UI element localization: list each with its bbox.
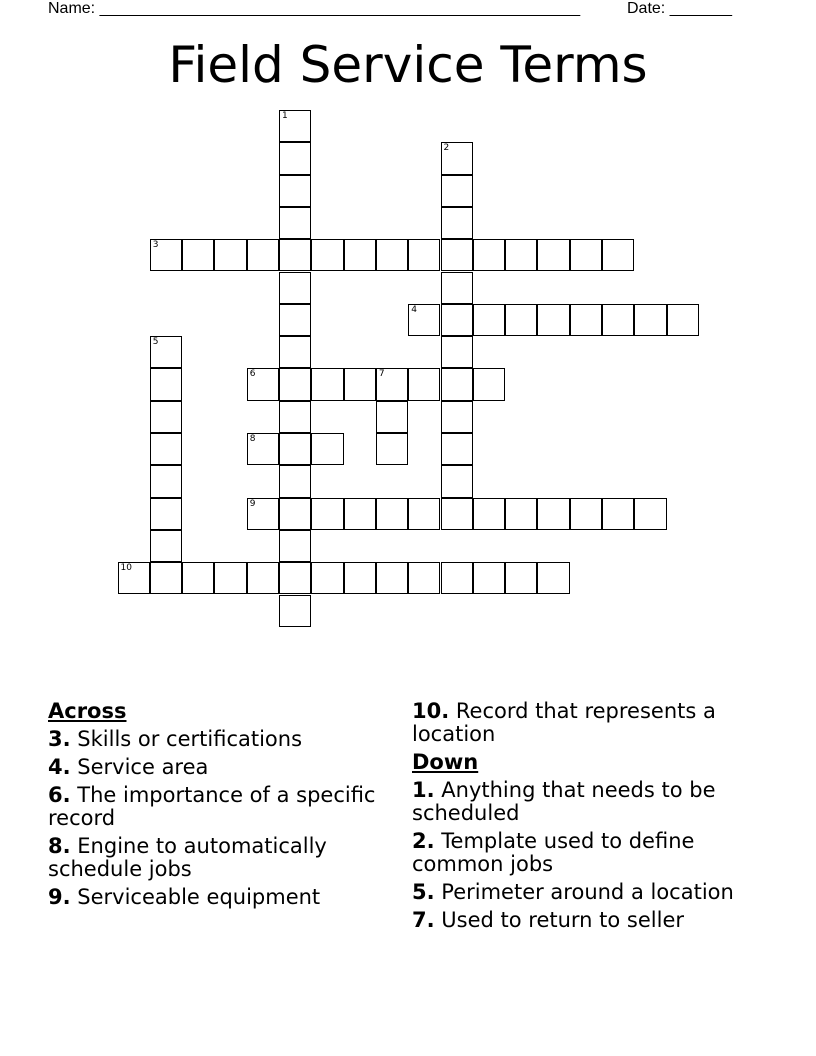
crossword-cell[interactable] [311, 239, 343, 271]
date-line: Date: _______ [627, 0, 732, 17]
crossword-cell[interactable] [505, 498, 537, 530]
clue-number: 8. [48, 834, 71, 858]
crossword-cell[interactable] [408, 562, 440, 594]
cell-number: 5 [152, 337, 159, 348]
crossword-cell[interactable] [570, 304, 602, 336]
clue-text: Service area [77, 755, 209, 779]
clues-left-column [48, 700, 388, 914]
crossword-cell[interactable] [537, 498, 569, 530]
crossword-cell[interactable] [441, 433, 473, 465]
page-title: Field Service Terms [168, 36, 648, 94]
crossword-cell[interactable] [441, 562, 473, 594]
crossword-cell[interactable] [441, 175, 473, 207]
crossword-cell[interactable] [118, 562, 150, 594]
crossword-cell[interactable] [150, 498, 182, 530]
cell-number: 8 [249, 434, 256, 444]
clue-text: Used to return to seller [441, 908, 685, 932]
crossword-cell[interactable] [441, 207, 473, 239]
crossword-cell[interactable] [376, 562, 408, 594]
crossword-cell[interactable] [279, 110, 311, 142]
clue-text: Anything that needs to be scheduled [412, 778, 716, 825]
clue-text: Serviceable equipment [77, 885, 321, 909]
crossword-cell[interactable] [279, 401, 311, 433]
crossword-cell[interactable] [214, 239, 246, 271]
crossword-cell[interactable] [150, 401, 182, 433]
crossword-cell[interactable] [150, 239, 182, 271]
crossword-cell[interactable] [150, 336, 182, 368]
clue-text: Record that represents a location [412, 699, 716, 746]
crossword-cell[interactable] [376, 433, 408, 465]
crossword-cell[interactable] [150, 530, 182, 562]
crossword-cell[interactable] [279, 465, 311, 497]
clue-number: 9. [48, 885, 71, 909]
crossword-cell[interactable] [441, 368, 473, 400]
cell-number: 10 [120, 563, 132, 574]
clue-number: 10. [412, 699, 450, 723]
crossword-cell[interactable] [214, 562, 246, 594]
clue-text: Perimeter around a location [441, 880, 734, 904]
crossword-cell[interactable] [408, 239, 440, 271]
crossword-cell[interactable] [570, 498, 602, 530]
clue-across-8 [48, 835, 388, 881]
clue-number: 1. [412, 778, 435, 802]
crossword-cell[interactable] [150, 368, 182, 400]
crossword-cell[interactable] [150, 433, 182, 465]
clue-number: 5. [412, 880, 435, 904]
clue-down-5 [412, 881, 752, 904]
crossword-cell[interactable] [247, 368, 279, 400]
crossword-cell[interactable] [344, 239, 376, 271]
crossword-cell[interactable] [505, 239, 537, 271]
clue-number: 3. [48, 727, 71, 751]
crossword-cell[interactable] [279, 175, 311, 207]
crossword-cell[interactable] [602, 498, 634, 530]
crossword-cell[interactable] [376, 239, 408, 271]
cell-number: 1 [282, 111, 288, 121]
crossword-cell[interactable] [667, 304, 699, 336]
crossword-cell[interactable] [376, 401, 408, 433]
crossword-cell[interactable] [570, 239, 602, 271]
cell-number: 4 [411, 304, 417, 315]
crossword-cell[interactable] [311, 368, 343, 400]
crossword-cell[interactable] [279, 562, 311, 594]
clue-number: 4. [48, 755, 71, 779]
crossword-cell[interactable] [441, 401, 473, 433]
crossword-cell[interactable] [441, 239, 473, 271]
clue-number: 2. [412, 829, 435, 853]
crossword-cell[interactable] [150, 562, 182, 594]
crossword-cell[interactable] [505, 562, 537, 594]
crossword-cell[interactable] [279, 498, 311, 530]
crossword-cell[interactable] [441, 304, 473, 336]
clue-down-2 [412, 830, 752, 876]
crossword-cell[interactable] [247, 498, 279, 530]
crossword-cell[interactable] [441, 142, 473, 174]
crossword-cell[interactable] [182, 562, 214, 594]
crossword-cell[interactable] [602, 239, 634, 271]
clue-text: Skills or certifications [77, 727, 303, 751]
cell-number: 6 [249, 369, 256, 380]
crossword-cell[interactable] [473, 562, 505, 594]
crossword-cell[interactable] [279, 207, 311, 239]
across-heading: Across [48, 699, 127, 723]
clue-across-6 [48, 784, 388, 830]
clue-across-9 [48, 886, 388, 909]
clue-down-1 [412, 779, 752, 825]
crossword-cell[interactable] [537, 304, 569, 336]
clue-text: The importance of a specific record [48, 783, 376, 830]
crossword-cell[interactable] [279, 142, 311, 174]
down-heading: Down [412, 750, 479, 774]
clue-across-10 [412, 700, 752, 746]
cell-number: 2 [443, 143, 450, 154]
crossword-cell[interactable] [247, 433, 279, 465]
crossword-cell[interactable] [150, 465, 182, 497]
crossword-cell[interactable] [311, 433, 343, 465]
crossword-cell[interactable] [473, 498, 505, 530]
crossword-cell[interactable] [408, 498, 440, 530]
cell-number: 9 [249, 498, 256, 509]
crossword-cell[interactable] [376, 498, 408, 530]
crossword-cell[interactable] [441, 336, 473, 368]
crossword-cell[interactable] [344, 498, 376, 530]
cell-number: 7 [378, 369, 385, 380]
clue-across-4 [48, 756, 388, 779]
crossword-cell[interactable] [182, 239, 214, 271]
crossword-cell[interactable] [344, 562, 376, 594]
crossword-cell[interactable] [473, 239, 505, 271]
crossword-cell[interactable] [473, 368, 505, 400]
name-line: Name: ______________________________________________________ [48, 0, 581, 17]
crossword-cell[interactable] [634, 498, 666, 530]
crossword-cell[interactable] [602, 304, 634, 336]
crossword-cell[interactable] [279, 304, 311, 336]
crossword-cell[interactable] [441, 498, 473, 530]
crossword-cell[interactable] [311, 562, 343, 594]
clue-text: Engine to automatically schedule jobs [48, 834, 327, 881]
clues-right-column [412, 700, 752, 937]
clue-number: 7. [412, 908, 435, 932]
crossword-cell[interactable] [279, 530, 311, 562]
cell-number: 3 [152, 240, 159, 251]
crossword-cell[interactable] [376, 368, 408, 400]
crossword-cell[interactable] [408, 368, 440, 400]
crossword-cell[interactable] [537, 562, 569, 594]
crossword-cell[interactable] [505, 304, 537, 336]
crossword-cell[interactable] [441, 465, 473, 497]
crossword-cell[interactable] [279, 336, 311, 368]
crossword-cell[interactable] [247, 562, 279, 594]
crossword-cell[interactable] [311, 498, 343, 530]
crossword-cell[interactable] [473, 304, 505, 336]
crossword-cell[interactable] [441, 272, 473, 304]
crossword-cell[interactable] [279, 272, 311, 304]
crossword-cell[interactable] [279, 239, 311, 271]
clue-number: 6. [48, 783, 71, 807]
clue-across-3 [48, 728, 388, 751]
crossword-cell[interactable] [279, 433, 311, 465]
clue-text: Template used to define common jobs [412, 829, 695, 876]
crossword-cell[interactable] [247, 239, 279, 271]
crossword-cell[interactable] [279, 368, 311, 400]
crossword-cell[interactable] [344, 368, 376, 400]
crossword-cell[interactable] [408, 304, 440, 336]
crossword-cell[interactable] [634, 304, 666, 336]
crossword-cell[interactable] [279, 595, 311, 627]
crossword-cell[interactable] [537, 239, 569, 271]
clue-down-7 [412, 909, 752, 932]
